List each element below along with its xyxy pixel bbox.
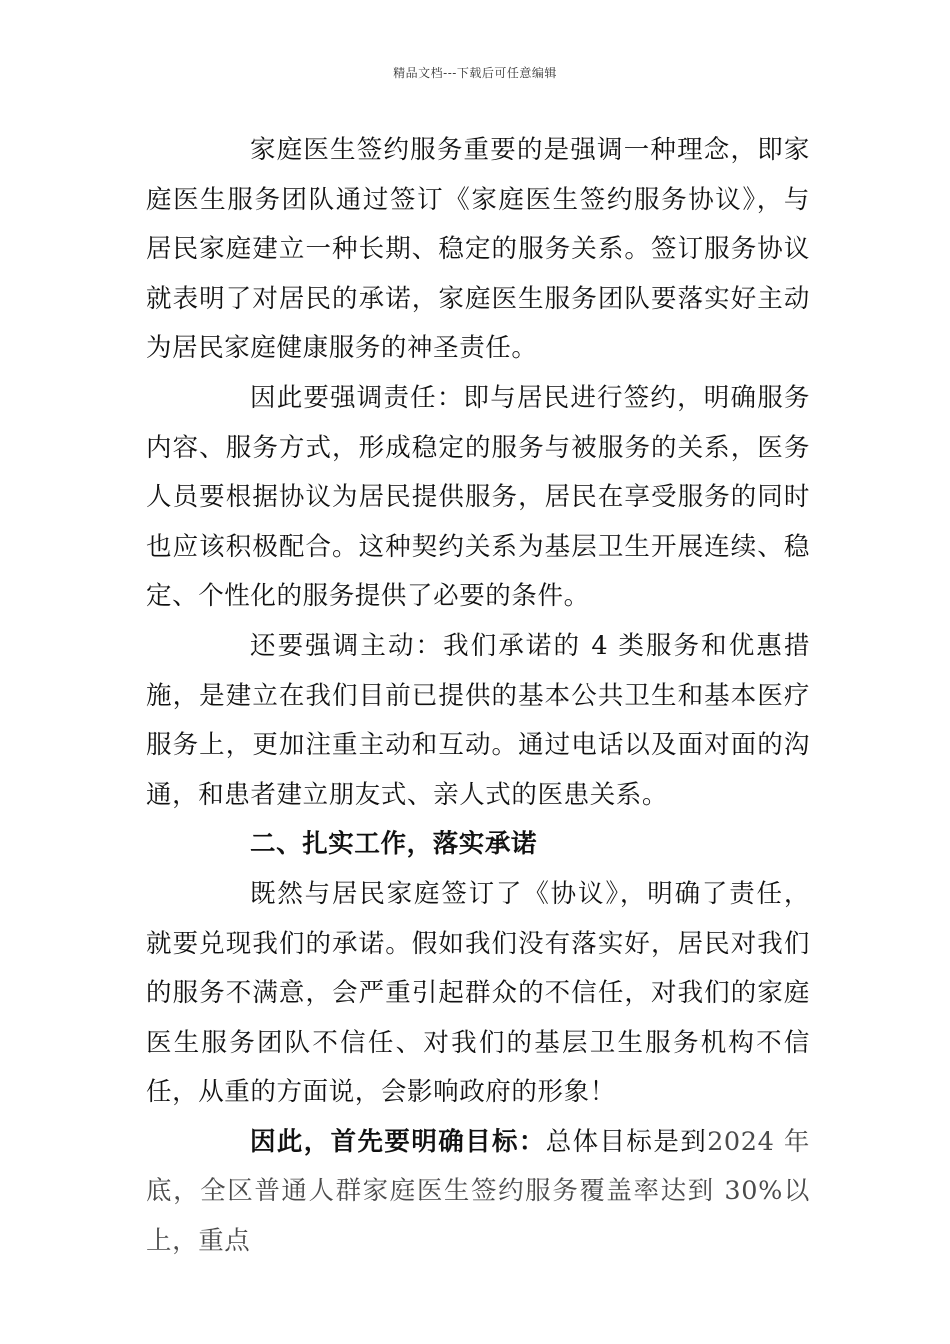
paragraph-1: 家庭医生签约服务重要的是强调一种理念，即家庭医生服务团队通过签订《家庭医生签约服务协议》，与居民家庭建立一种长期、稳定的服务关系。签订服务协议就表明了对居民的承诺，家庭医生服务团队要落实好主动为居民家庭健康服务的神圣责任。 <box>146 135 810 364</box>
header-note: 精品文档---下载后可任意编辑 <box>393 66 557 80</box>
paragraph-3: 还要强调主动：我们承诺的 4 类服务和优惠措施，是建立在我们目前已提供的基本公共卫生和基本医疗服务上，更加注重主动和互动。通过电话以及面对面的沟通，和患者建立朋友式、亲人式的医患关系。 <box>146 630 810 810</box>
paragraph-5 <box>146 1118 810 1267</box>
paragraph-2: 因此要强调责任：即与居民进行签约，明确服务内容、服务方式，形成稳定的服务与被服务的关系，医务人员要根据协议为居民提供服务，居民在享受服务的同时也应该积极配合。这种契约关系为基层卫生开展连续、稳定、个性化的服务提供了必要的条件。 <box>146 382 810 612</box>
section-heading: 二、扎实工作，落实承诺 <box>250 829 538 860</box>
paragraph-4: 既然与居民家庭签订了《协议》，明确了责任，就要兑现我们的承诺。假如我们没有落实好，居民对我们的服务不满意，会严重引起群众的不信任，对我们的家庭医生服务团队不信任、对我们的基层卫生服务机构不信任，从重的方面说，会影响政府的形象！ <box>146 878 810 1108</box>
document-body <box>146 126 810 1267</box>
paragraph-5-text-a: 总体目标是到 <box>545 1126 708 1157</box>
paragraph-5-text-b: 2024 年底，全区普通人群家庭医生签约服务覆盖率达到 30%以上，重点 <box>146 1126 810 1257</box>
paragraph-5-lead: 因此，首先要明确目标： <box>250 1126 546 1157</box>
